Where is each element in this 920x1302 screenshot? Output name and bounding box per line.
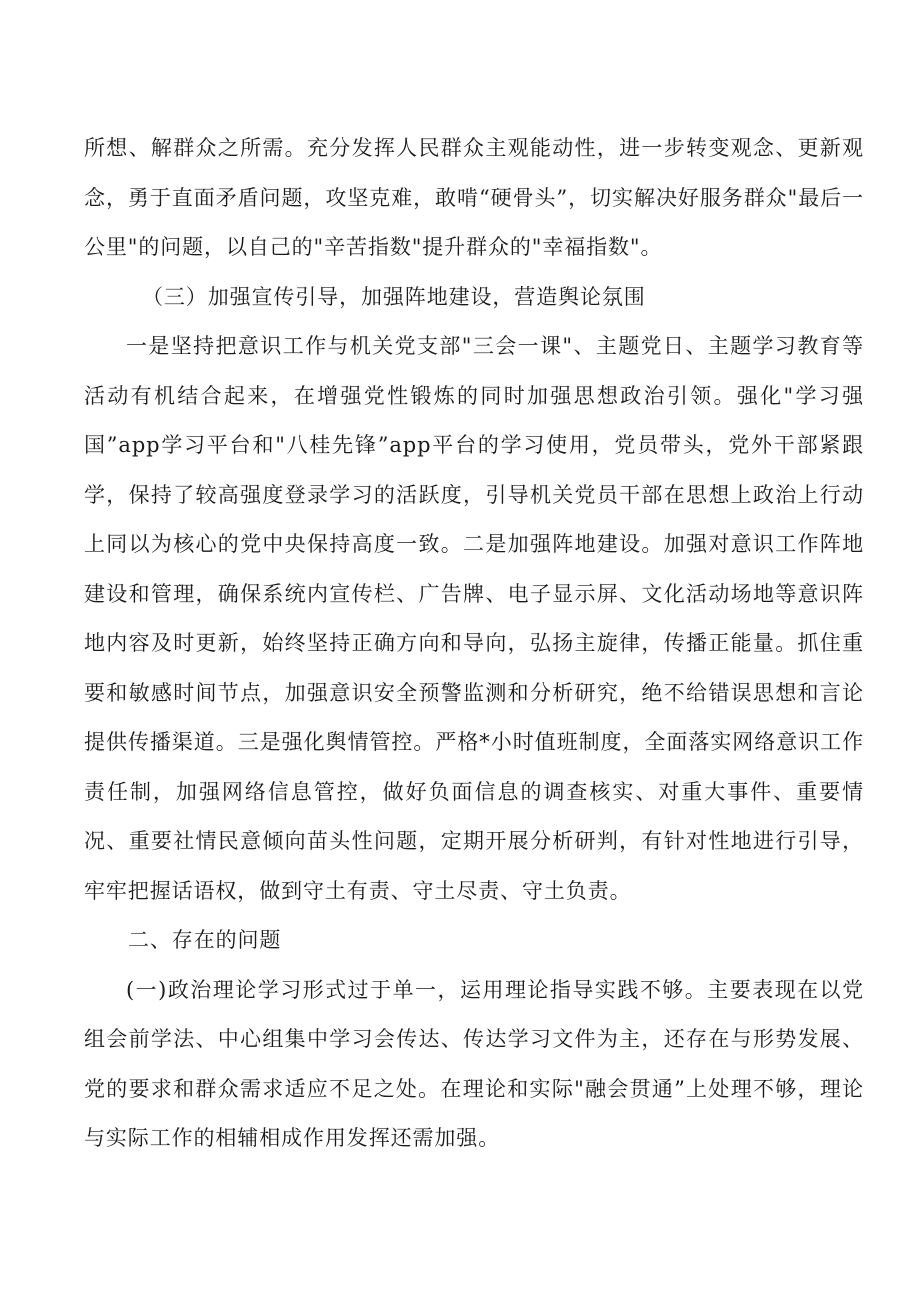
subsection-heading-3: （三）加强宣传引导，加强阵地建设，营造舆论氛围 [142, 284, 646, 309]
paragraph-propaganda: 一是坚持把意识工作与机关党支部"三会一课"、主题党日、主题学习教育等活动有机结合起来，在增强党性锻炼的同时加强思想政治引领。强化"学习强国”app学习平台和"八桂先锋”app平台的学习使用，党员带头，党外干部紧跟学，保持了较高强度登录学习的活跃度，引导机关党员干部在思想上政治上行动上同以为核心的党中央保持高度一致。二是加强阵地建设。加强对意识工作阵地建设和管理，确保系统内宣传栏、广告牌、电子显示屏、文化活动场地等意识阵地内容及时更新，始终坚持正确方向和导向，弘扬主旋律，传播正能量。抓住重要和敏感时间节点，加强意识安全预警监测和分析研究，绝不给错误思想和言论提供传播渠道。三是强化舆情管控。严格*小时值班制度，全面落实网络意识工作责任制，加强网络信息管控，做好负面信息的调查核实、对重大事件、重要情况、重要社情民意倾向苗头性问题，定期开展分析研判，有针对性地进行引导，牢牢把握话语权，做到守土有责、守土尽责、守土负责。 [84, 334, 864, 903]
paragraph-continuation: 所想、解群众之所需。充分发挥人民群众主观能动性，进一步转变观念、更新观念，勇于直面矛盾问题，攻坚克难，敢啃“硬骨头”，切实解决好服务群众"最后一公里"的问题，以自己的"辛苦指数"提升群众的"幸福指数"。 [84, 136, 864, 259]
section-heading-problems: 二、存在的问题 [128, 928, 282, 952]
paragraph-problem-1: (一)政治理论学习形式过于单一，运用理论指导实践不够。主要表现在以党组会前学法、中心组集中学习会传达、传达学习文件为主，还存在与形势发展、党的要求和群众需求适应不足之处。在理论和实际"融会贯通”上处理不够，理论与实际工作的相辅相成作用发挥还需加强。 [84, 977, 864, 1150]
